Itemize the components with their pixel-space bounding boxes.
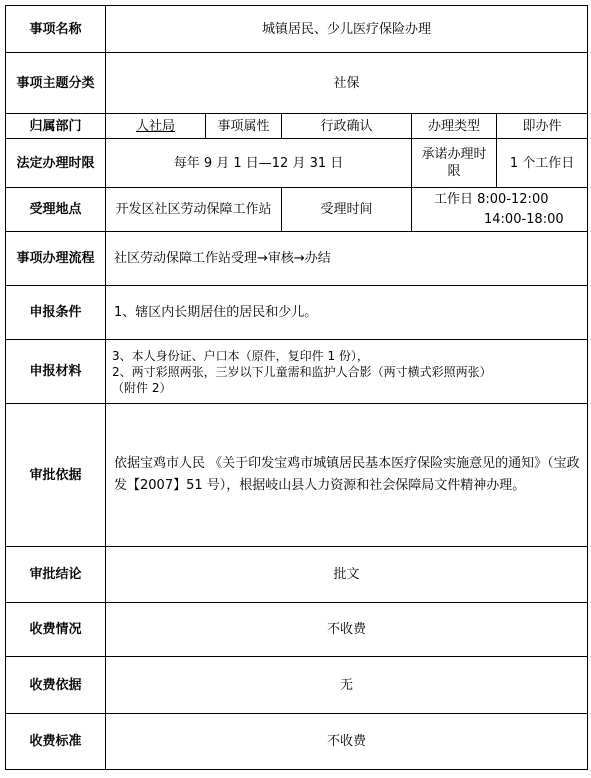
row-fee-standard bbox=[6, 714, 588, 770]
time-value bbox=[412, 188, 588, 232]
location-value: 开发区社区劳动保障工作站 bbox=[106, 188, 282, 232]
row-result bbox=[6, 547, 588, 603]
materials-line-3: （附件 2） bbox=[112, 380, 172, 395]
deadline-value: 每年 9 月 1 日—12 月 31 日 bbox=[106, 139, 412, 188]
promise-label: 承诺办理时限 bbox=[412, 139, 497, 188]
fee-basis-value: 无 bbox=[106, 657, 588, 714]
dept-label: 归属部门 bbox=[6, 114, 106, 139]
row-fee-basis bbox=[6, 657, 588, 714]
conditions-label: 申报条件 bbox=[6, 286, 106, 340]
time-label: 受理时间 bbox=[282, 188, 412, 232]
attr-label: 事项属性 bbox=[206, 114, 282, 139]
process-label: 事项办理流程 bbox=[6, 232, 106, 286]
row-fee bbox=[6, 603, 588, 657]
row-dept bbox=[6, 114, 588, 139]
type-label: 办理类型 bbox=[412, 114, 497, 139]
theme-value: 社保 bbox=[106, 53, 588, 114]
materials-value bbox=[106, 340, 588, 404]
materials-line-1: 3、本人身份证、户口本（原件，复印件 1 份）， bbox=[112, 348, 369, 363]
row-deadline bbox=[6, 139, 588, 188]
service-info-table bbox=[5, 5, 588, 770]
time-line-1: 工作日 8:00-12:00 bbox=[434, 191, 549, 207]
row-theme bbox=[6, 53, 588, 114]
dept-link[interactable]: 人社局 bbox=[135, 118, 175, 134]
conditions-value: 1、辖区内长期居住的居民和少儿。 bbox=[106, 286, 588, 340]
result-value: 批文 bbox=[106, 547, 588, 603]
basis-label: 审批依据 bbox=[6, 404, 106, 547]
type-value: 即办件 bbox=[497, 114, 588, 139]
time-line-2: 14:00-18:00 bbox=[484, 211, 564, 227]
row-conditions bbox=[6, 286, 588, 340]
dept-value-cell bbox=[106, 114, 206, 139]
process-value: 社区劳动保障工作站受理→审核→办结 bbox=[106, 232, 588, 286]
fee-basis-label: 收费依据 bbox=[6, 657, 106, 714]
materials-line-2: 2、两寸彩照两张，三岁以下儿童需和监护人合影（两寸横式彩照两张） bbox=[112, 364, 492, 379]
materials-label: 申报材料 bbox=[6, 340, 106, 404]
result-label: 审批结论 bbox=[6, 547, 106, 603]
basis-value: 依据宝鸡市人民 《关于印发宝鸡市城镇居民基本医疗保险实施意见的通知》（宝政发【2007】51 号），根据岐山县人力资源和社会保障局文件精神办理。 bbox=[106, 404, 588, 547]
row-materials bbox=[6, 340, 588, 404]
fee-standard-value: 不收费 bbox=[106, 714, 588, 770]
row-process bbox=[6, 232, 588, 286]
row-item-name bbox=[6, 6, 588, 53]
theme-label: 事项主题分类 bbox=[6, 53, 106, 114]
deadline-label: 法定办理时限 bbox=[6, 139, 106, 188]
row-location bbox=[6, 188, 588, 232]
item-name-label: 事项名称 bbox=[6, 6, 106, 53]
row-basis bbox=[6, 404, 588, 547]
attr-value: 行政确认 bbox=[282, 114, 412, 139]
fee-value: 不收费 bbox=[106, 603, 588, 657]
location-label: 受理地点 bbox=[6, 188, 106, 232]
fee-label: 收费情况 bbox=[6, 603, 106, 657]
fee-standard-label: 收费标准 bbox=[6, 714, 106, 770]
promise-value: 1 个工作日 bbox=[497, 139, 588, 188]
item-name-value: 城镇居民、少儿医疗保险办理 bbox=[106, 6, 588, 53]
